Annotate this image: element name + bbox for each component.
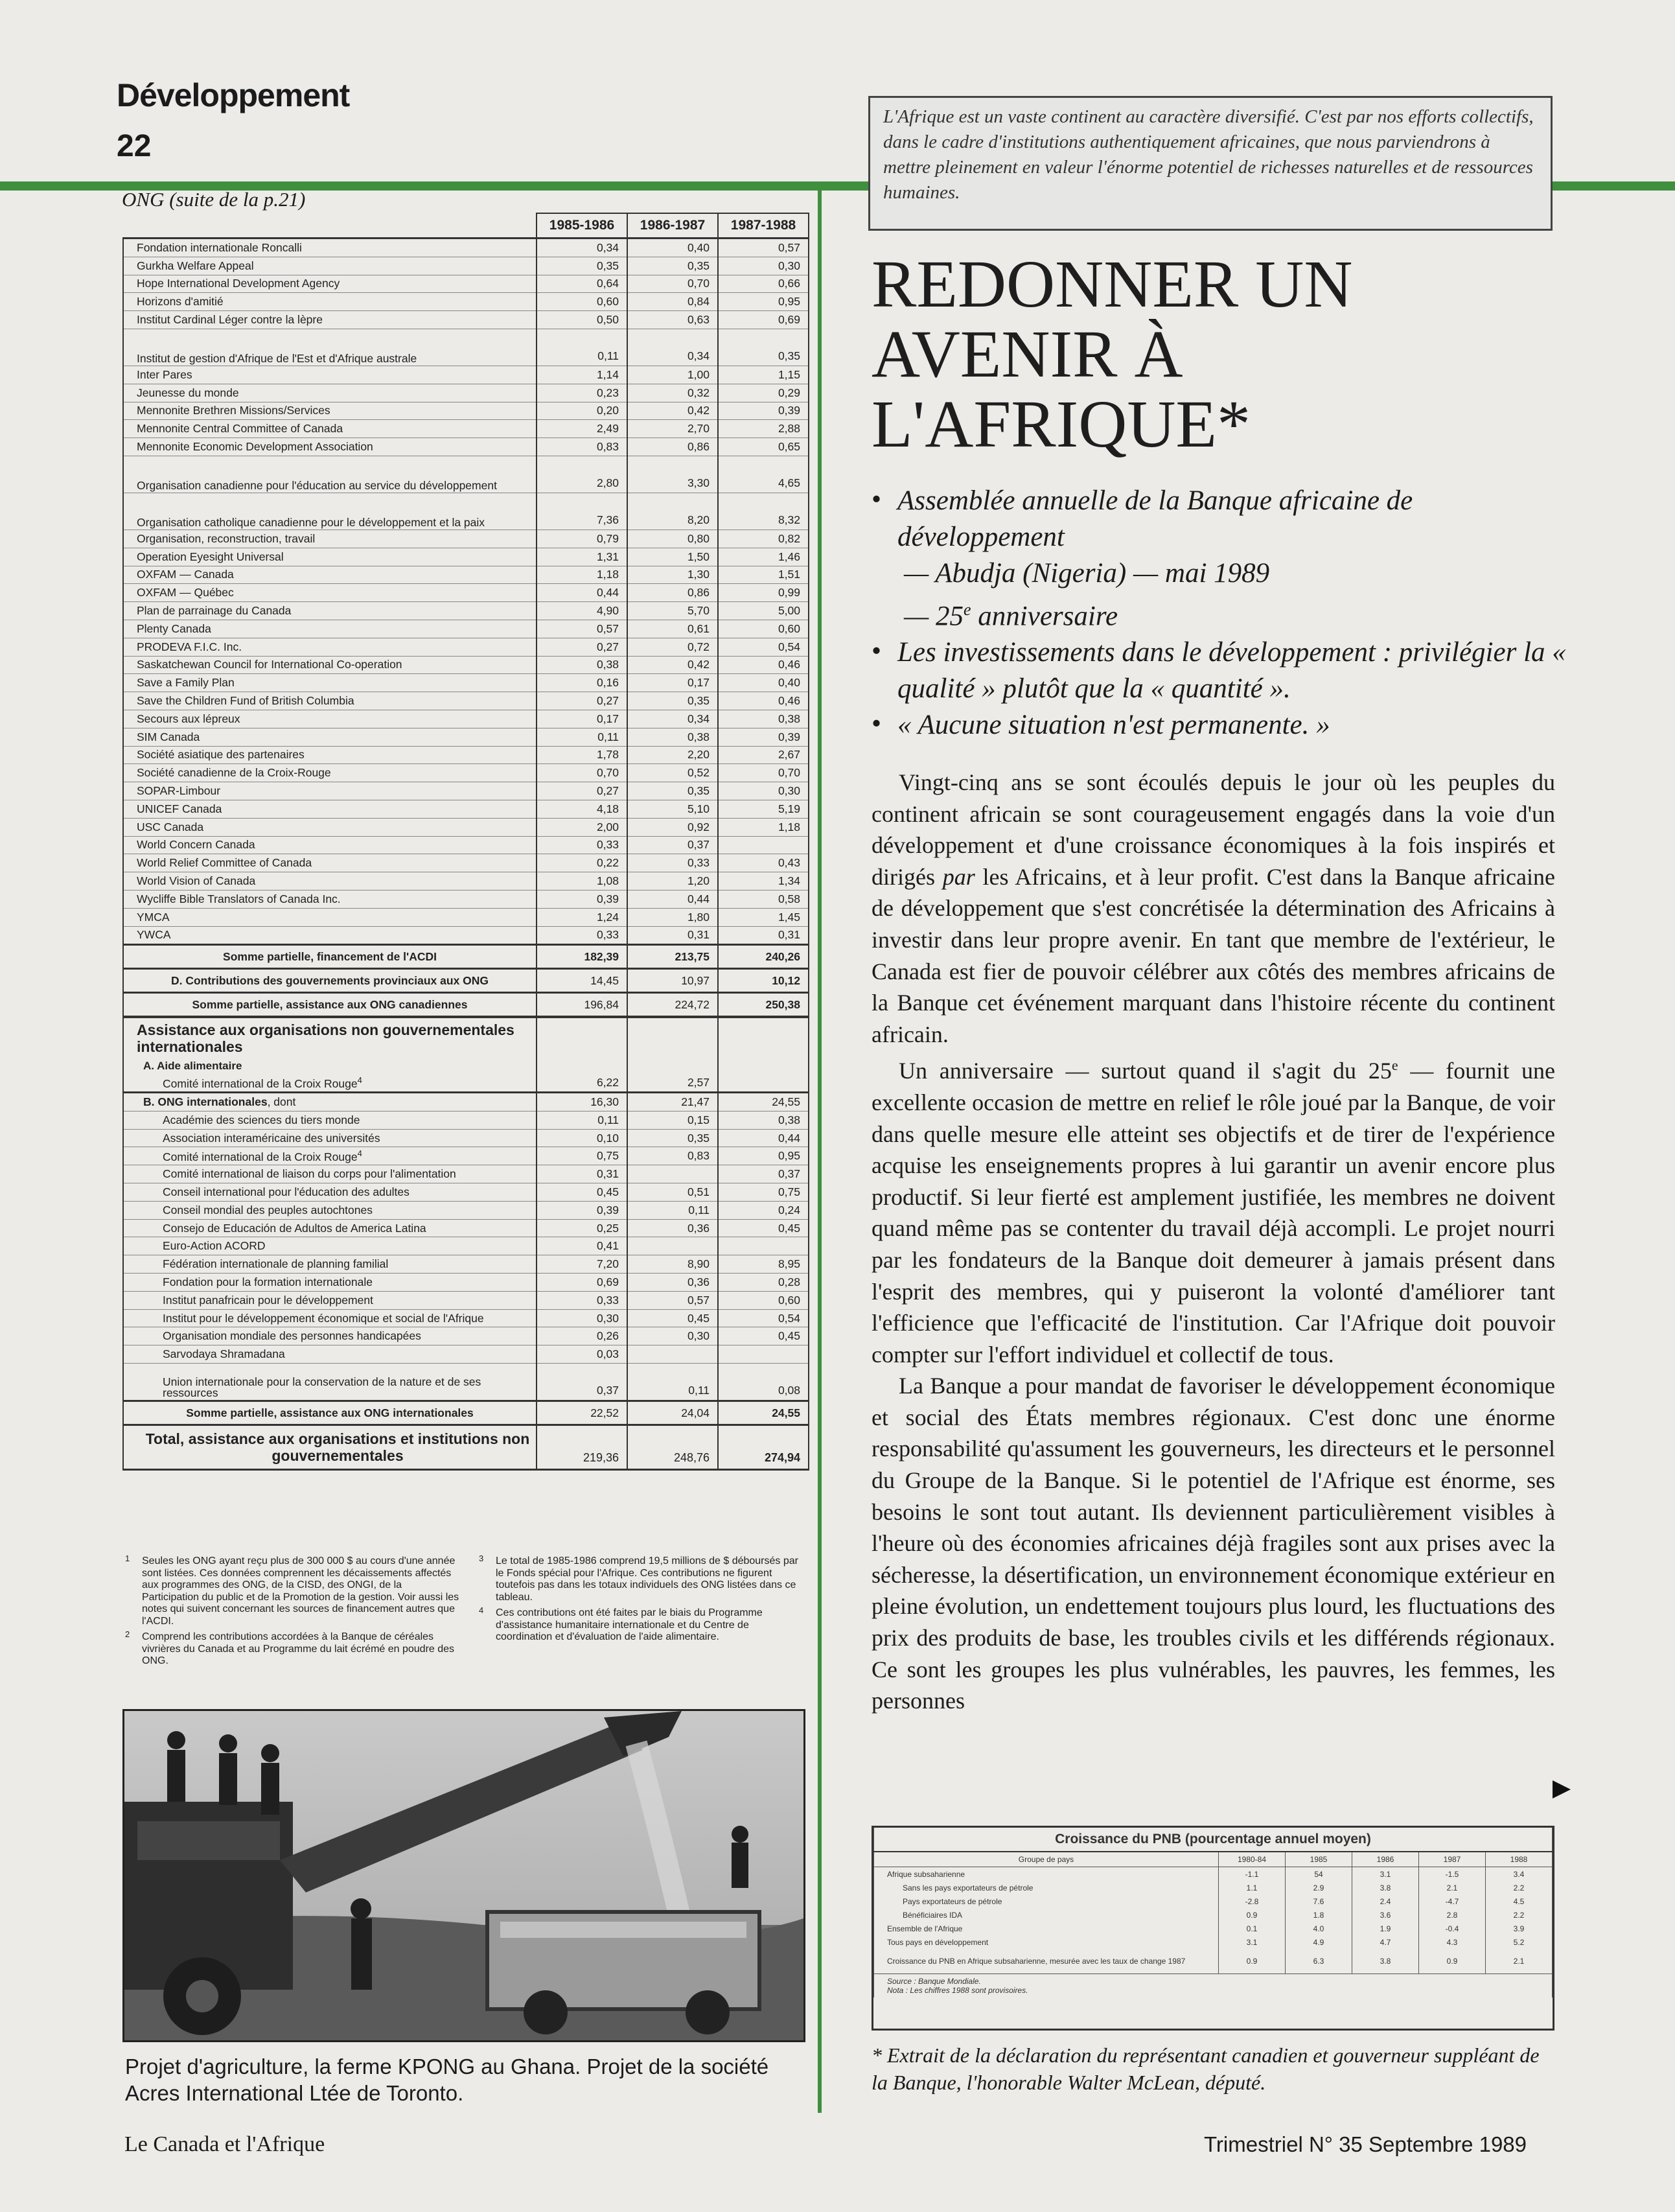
table-row: Inter Pares 1,14 1,00 1,15 (123, 366, 809, 384)
table-row: USC Canada 2,00 0,92 1,18 (123, 818, 809, 836)
table-row: Comité international de la Croix Rouge$^4$ 6,22 2,57 (123, 1074, 809, 1092)
table-row: SIM Canada 0,11 0,38 0,39 (123, 728, 809, 746)
table-row: Association interaméricaine des universités 0,10 0,35 0,44 (123, 1129, 809, 1147)
table-row: Plenty Canada 0,57 0,61 0,60 (123, 620, 809, 638)
subtotal-intl-row: Somme partielle, assistance aux ONG internationales 22,52 24,04 24,55 (123, 1401, 809, 1425)
footer-publication: Le Canada et l'Afrique (124, 2132, 325, 2156)
continuation-label: ONG (suite de la p.21) (122, 188, 306, 211)
table-row: Secours aux lépreux 0,17 0,34 0,38 (123, 710, 809, 728)
pull-quote-box (868, 96, 1553, 231)
table-row: OXFAM — Canada 1,18 1,30 1,51 (123, 566, 809, 584)
intl-ngo-rows (123, 1111, 809, 1363)
food-aid-label-row: A. Aide alimentaire (123, 1058, 809, 1074)
intl-section-header: Assistance aux organisations non gouvernementales internationales (123, 1017, 809, 1058)
table-row: Euro-Action ACORD 0,41 (123, 1237, 809, 1255)
table-row: Saskatchewan Council for International Co-operation 0,38 0,42 0,46 (123, 656, 809, 674)
intl-ngo-total-row: B. ONG internationales, dont 16,30 21,47 24,55 (123, 1093, 809, 1112)
page-number: 22 (117, 129, 152, 163)
table-row: Académie des sciences du tiers monde 0,11 0,15 0,38 (123, 1111, 809, 1129)
footnote-3: 3 Le total de 1985-1986 comprend 19,5 millions de $ déboursés par le Fonds spécial pour l'Afrique. Ces contributions ne figurent toutefois pas dans les totaux individuels des ONG listées dans ce tableau. (479, 1554, 798, 1603)
list-item-sub: — Abudja (Nigeria) — mai 1989 (904, 558, 1270, 588)
table-row: Hope International Development Agency 0,64 0,70 0,66 (123, 275, 809, 293)
list-item: • Assemblée annuelle de la Banque africaine de développement (872, 484, 1413, 552)
footnote-4: 4 Ces contributions ont été faites par le biais du Programme d'assistance humanitaire internationale et du Centre de coordination et d'évaluation de l'aide alimentaire. (479, 1605, 763, 1642)
gnp-row: Bénéficiaires IDA 0.9 1.8 3.6 2.8 2.2 (874, 1908, 1553, 1922)
table-row: Consejo de Educación de Adultos de America Latina 0,25 0,36 0,45 (123, 1219, 809, 1237)
year-header: 1985-1986 (537, 213, 627, 239)
table-row: Conseil mondial des peuples autochtones 0,39 0,11 0,24 (123, 1201, 809, 1219)
highlights-list (872, 483, 1571, 743)
farm-harvest-photo (122, 1709, 805, 2042)
gnp-source-row: Source : Banque Mondiale. Nota : Les chiffres 1988 sont provisoires. (874, 1974, 1553, 1998)
table-row: YWCA 0,33 0,31 0,31 (123, 926, 809, 945)
list-item-sub: — 25e anniversaire (904, 600, 1118, 632)
gnp-row: Ensemble de l'Afrique 0.1 4.0 1.9 -0.4 3.9 (874, 1922, 1553, 1935)
table-row: Fédération internationale de planning familial 7,20 8,90 8,95 (123, 1255, 809, 1274)
gnp-row: Afrique subsaharienne -1.1 54 3.1 -1.5 3.4 (874, 1867, 1553, 1881)
table-row: Mennonite Brethren Missions/Services 0,20 0,42 0,39 (123, 402, 809, 420)
gnp-table-title: Croissance du PNB (pourcentage annuel moyen) (874, 1828, 1553, 1852)
footnote-1: 1 Seules les ONG ayant reçu plus de 300 000 $ au cours d'une année sont listées. Ces données comprennent les décaissements affectés aux programmes des ONG, de la CISD, des ONGI, de la Participation du public et de la Promotion de la gestion. Voir aussi les notes qui suivent concernant les sources de financement autres que l'ACDI. (125, 1554, 459, 1627)
author-note: * Extrait de la déclaration du représentant canadien et gouverneur suppléant de la Banque, l'honorable Walter McLean, député. (872, 2043, 1540, 2094)
article-title: REDONNER UN AVENIR À L'AFRIQUE* (872, 247, 1353, 461)
table-row: Institut Cardinal Léger contre la lèpre 0,50 0,63 0,69 (123, 311, 809, 329)
table-row: PRODEVA F.I.C. Inc. 0,27 0,72 0,54 (123, 638, 809, 656)
table-row: Gurkha Welfare Appeal 0,35 0,35 0,30 (123, 257, 809, 275)
gnp-row: Tous pays en développement 3.1 4.9 4.7 4.3 5.2 (874, 1935, 1553, 1949)
subtotal-acdi-row: Somme partielle, financement de l'ACDI 182,39 213,75 240,26 (123, 945, 809, 969)
table-row: Comité international de la Croix Rouge$^4$ 0,75 0,83 0,95 (123, 1147, 809, 1165)
table-row: Conseil international pour l'éducation des adultes 0,45 0,51 0,75 (123, 1183, 809, 1202)
table-row: Horizons d'amitié 0,60 0,84 0,95 (123, 293, 809, 311)
table-row: World Vision of Canada 1,08 1,20 1,34 (123, 872, 809, 891)
footer-issue: Trimestriel N° 35 Septembre 1989 (1204, 2132, 1527, 2156)
gnp-growth-table (872, 1826, 1554, 2031)
ngo-funding-table (122, 213, 809, 1471)
gnp-rows (874, 1867, 1553, 1974)
list-item: • Les investissements dans le développement : privilégier la « qualité » plutôt que la « quantité ». (872, 636, 1566, 704)
table-row: Organisation, reconstruction, travail 0,79 0,80 0,82 (123, 530, 809, 548)
subtotal-canadian-row: Somme partielle, assistance aux ONG canadiennes 196,84 224,72 250,38 (123, 993, 809, 1018)
table-row: Institut de gestion d'Afrique de l'Est et d'Afrique australe 0,11 0,34 0,35 (123, 329, 809, 366)
table-row: YMCA 1,24 1,80 1,45 (123, 908, 809, 926)
footnote-2: 2 Comprend les contributions accordées à la Banque de céréales vivrières du Canada et au Programme du lait écrémé en poudre des ONG. (125, 1629, 455, 1666)
table-row: Institut pour le développement économique et social de l'Afrique 0,30 0,45 0,54 (123, 1309, 809, 1327)
paragraph: La Banque a pour mandat de favoriser le développement économique et social des États membres régionaux. C'est donc une énorme responsabilité qu'assument les gouverneurs, les directeurs et le personnel du Groupe de la Banque. Si le potentiel de l'Afrique est énorme, ses besoins le sont tout autant. Ils deviennent particulièrement visibles à l'heure où des économies africaines déjà fragiles sont aux prises avec la sécheresse, la désertification, un environnement économique extérieur en pleine évolution, un endettement toujours plus lourd, les fluctuations des prix des produits de base, les troubles civils et les différends régionaux. Ce sont les groupes les plus vulnérables, les pauvres, les femmes, les personnes (872, 1373, 1555, 1714)
section-title: Développement (117, 77, 350, 113)
year-header: 1987-1988 (718, 213, 809, 239)
table-row: Wycliffe Bible Translators of Canada Inc. 0,39 0,44 0,58 (123, 890, 809, 908)
gnp-row: Croissance du PNB en Afrique subsaharienne, mesurée avec les taux de change 1987 0.9 6.3 3.8 0.9 2.1 (874, 1949, 1553, 1974)
footnotes-right (476, 1555, 807, 1644)
table-row: Save a Family Plan 0,16 0,17 0,40 (123, 674, 809, 692)
table-row: OXFAM — Québec 0,44 0,86 0,99 (123, 584, 809, 602)
table-row: World Relief Committee of Canada 0,22 0,33 0,43 (123, 854, 809, 872)
continue-arrow-icon (1553, 1780, 1571, 1799)
table-row: Mennonite Central Committee of Canada 2,49 2,70 2,88 (123, 420, 809, 438)
table-row: Institut panafricain pour le développement 0,33 0,57 0,60 (123, 1291, 809, 1309)
gnp-row: Pays exportateurs de pétrole -2.8 7.6 2.4 -4.7 4.5 (874, 1894, 1553, 1908)
table-row: Union internationale pour la conservation de la nature et de ses ressources 0,37 0,11 0,08 (123, 1364, 809, 1401)
table-row: Organisation mondiale des personnes handicapées 0,26 0,30 0,45 (123, 1327, 809, 1345)
paragraph: Vingt-cinq ans se sont écoulés depuis le jour où les peuples du continent africain se sont courageusement engagés dans la voie d'un développement et d'une croissance économiques à la fois inspirés et dirigés par les Africains, et à leur profit. C'est dans la Banque africaine de développement que s'est concrétisée la détermination des Africains à investir dans leur propre avenir. En tant que membre de l'extérieur, le Canada est fier de pouvoir célébrer aux côtés des membres africains de la Banque cet événement marquant dans l'histoire récente du continent africain. (872, 769, 1555, 1047)
list-item: • « Aucune situation n'est permanente. » (872, 708, 1330, 741)
table-row: Jeunesse du monde 0,23 0,32 0,29 (123, 384, 809, 402)
table-row: Save the Children Fund of British Columbia 0,27 0,35 0,46 (123, 692, 809, 710)
table-row: Organisation catholique canadienne pour le développement et la paix 7,36 8,20 8,32 (123, 493, 809, 530)
table-row: Société canadienne de la Croix-Rouge 0,70 0,52 0,70 (123, 764, 809, 782)
table-row: Fondation internationale Roncalli 0,34 0,40 0,57 (123, 239, 809, 257)
table-row: Operation Eyesight Universal 1,31 1,50 1,46 (123, 548, 809, 566)
table-row: Société asiatique des partenaires 1,78 2,20 2,67 (123, 746, 809, 764)
green-rule-right (1550, 181, 1675, 191)
table-row: SOPAR-Limbour 0,27 0,35 0,30 (123, 782, 809, 800)
gnp-row: Sans les pays exportateurs de pétrole 1.1 2.9 3.8 2.1 2.2 (874, 1881, 1553, 1894)
photo-caption: Projet d'agriculture, la ferme KPONG au Ghana. Projet de la société Acres International Ltée de Toronto. (125, 2055, 769, 2105)
gnp-header-row: Groupe de pays 1980-84 1985 1986 1987 1988 (874, 1852, 1553, 1867)
ngo-rows (123, 239, 809, 945)
photo-illustration (124, 1711, 803, 2040)
year-header: 1986-1987 (627, 213, 718, 239)
table-row: World Concern Canada 0,33 0,37 (123, 836, 809, 854)
paragraph: Un anniversaire — surtout quand il s'agit du 25e — fournit une excellente occasion de mettre en relief le rôle joué par la Banque, de voir dans quelle mesure elle atteint ses objectifs et de tirer de l'expérience acquise les enseignements propres à lui garantir un avenir encore plus productif. Si leur fierté est amplement justifiée, les membres ne doivent quand même pas se contenter du travail déjà accompli. Le projet nourri par les fondateurs de la Banque doit demeurer à jamais présent dans l'esprit des membres, qui y puiseront la volonté d'améliorer tant l'efficience que l'efficacité de l'institution. Car l'Afrique doit pouvoir compter sur l'effort individuel et collectif de tous. (872, 1057, 1555, 1368)
table-row: Organisation canadienne pour l'éducation au service du développement 2,80 3,30 4,65 (123, 456, 809, 493)
footnotes-left (122, 1555, 459, 1668)
provincial-row: D. Contributions des gouvernements provinciaux aux ONG 14,45 10,97 10,12 (123, 969, 809, 993)
table-row: Comité international de liaison du corps pour l'alimentation 0,31 0,37 (123, 1165, 809, 1183)
pull-quote-text: L'Afrique est un vaste continent au caractère diversifié. C'est par nos efforts collectifs, dans le cadre d'institutions authentiquement africaines, que nous parviendrons à mettre pleinement en valeur l'énorme potentiel de richesses naturelles et de ressources humaines. (883, 106, 1534, 203)
green-column-rule (818, 185, 822, 2113)
table-row: Fondation pour la formation internationale 0,69 0,36 0,28 (123, 1274, 809, 1292)
table-row: UNICEF Canada 4,18 5,10 5,19 (123, 800, 809, 818)
article-body (872, 767, 1555, 1717)
table-row: Mennonite Economic Development Association 0,83 0,86 0,65 (123, 438, 809, 456)
table-row: Sarvodaya Shramadana 0,03 (123, 1345, 809, 1364)
table-row: Plan de parrainage du Canada 4,90 5,70 5,00 (123, 602, 809, 620)
grand-total-row: Total, assistance aux organisations et institutions non gouvernementales 219,36 248,76 274,94 (123, 1425, 809, 1470)
